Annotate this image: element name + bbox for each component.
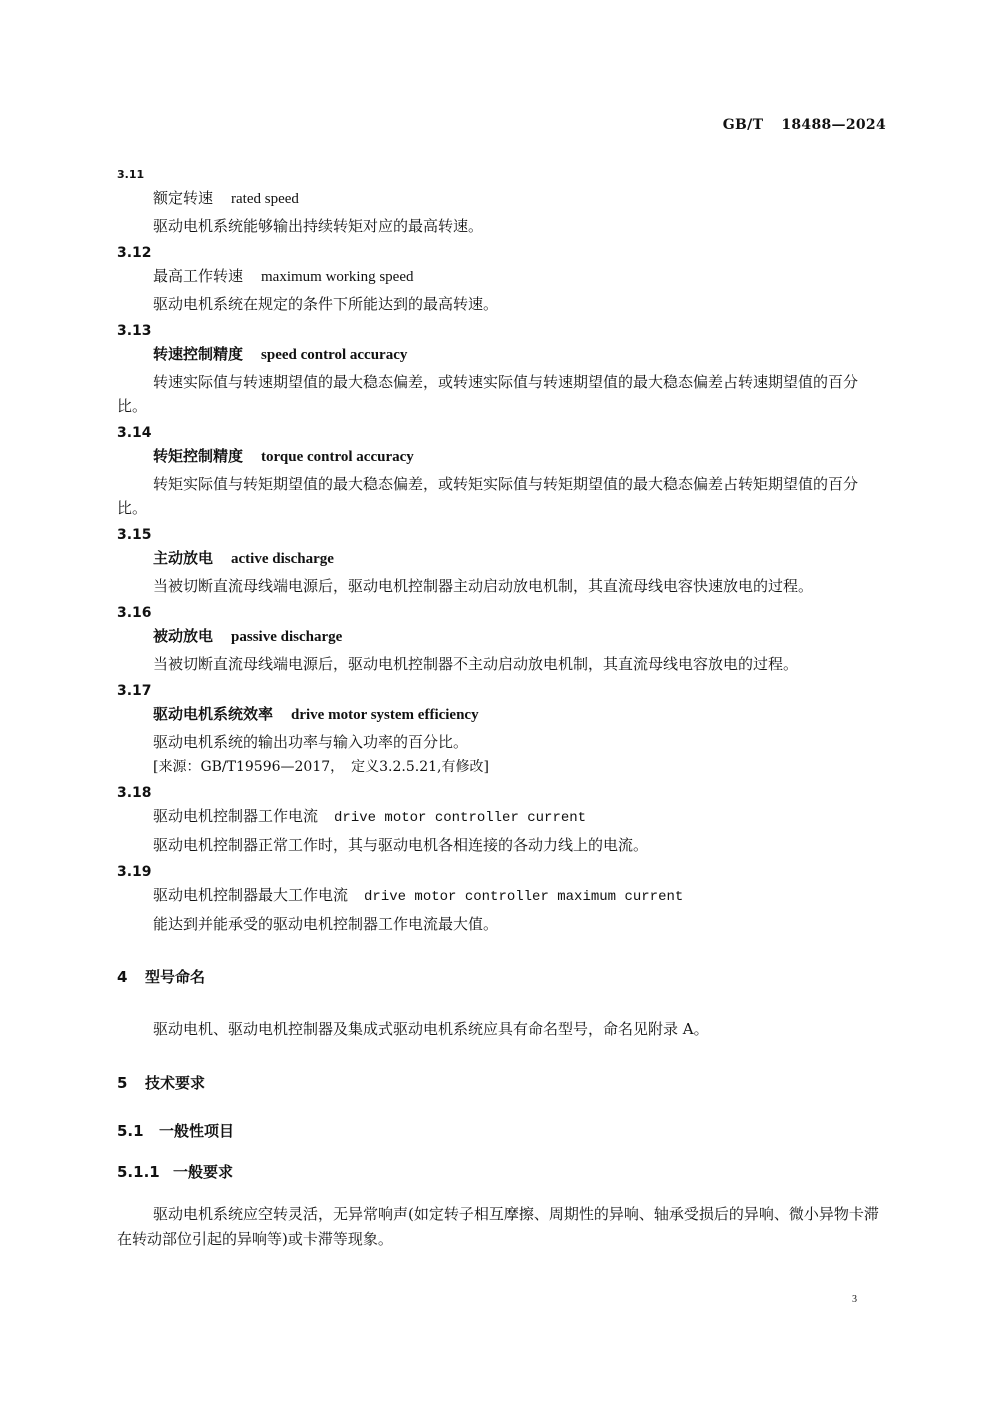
term-definition: 驱动电机控制器正常工作时，其与驱动电机各相连接的各动力线上的电流。 (153, 836, 649, 854)
term-heading (117, 343, 883, 366)
term-definition: 转速实际值与转速期望值的最大稳态偏差，或转速实际值与转速期望值的最大稳态偏差占转速期望值的百分比。 (117, 373, 859, 415)
term-en: active discharge (231, 551, 334, 567)
term-en: rated speed (231, 191, 299, 207)
section-number: 5 (117, 1074, 128, 1092)
term-number: 3.15 (117, 527, 152, 543)
term-heading (117, 445, 883, 468)
section-paragraph: 驱动电机系统应空转灵活，无异常响声(如定转子相互摩擦、周期性的异响、轴承受损后的异响、微小异物卡滞在转动部位引起的异响等)或卡滞等现象。 (117, 1205, 879, 1248)
subsection-heading (117, 1120, 883, 1141)
term-number: 3.14 (117, 425, 152, 441)
term-en: drive motor system efficiency (291, 707, 479, 723)
page-number: 3 (852, 1294, 857, 1305)
section-heading (117, 1072, 883, 1093)
term-definition: 当被切断直流母线端电源后，驱动电机控制器主动启动放电机制，其直流母线电容快速放电的过程。 (153, 577, 814, 595)
term-heading (117, 625, 883, 648)
standard-code: GB/T (722, 117, 764, 133)
term-en: passive discharge (231, 629, 343, 645)
section-number: 4 (117, 968, 128, 986)
term-number: 3.16 (117, 605, 152, 621)
term-en: maximum working speed (261, 269, 414, 285)
term-zh: 驱动电机系统效率 (153, 705, 274, 723)
term-en: speed control accuracy (261, 347, 408, 363)
section-title: 技术要求 (145, 1074, 206, 1092)
standard-header (723, 117, 886, 133)
term-heading (117, 547, 883, 570)
subsubsection-heading (117, 1161, 883, 1182)
section-title: 型号命名 (145, 968, 206, 986)
term-zh: 主动放电 (153, 549, 214, 567)
section-paragraph: 驱动电机、驱动电机控制器及集成式驱动电机系统应具有命名型号，命名见附录 A。 (153, 1020, 709, 1038)
term-definition: 能达到并能承受的驱动电机控制器工作电流最大值。 (153, 915, 499, 933)
term-number: 3.17 (117, 683, 152, 699)
subsection-title: 一般性项目 (159, 1122, 235, 1140)
subsection-number: 5.1 (117, 1122, 144, 1140)
section-heading (117, 966, 883, 987)
term-zh: 额定转速 (153, 189, 214, 207)
subsubsection-number: 5.1.1 (117, 1163, 160, 1181)
term-heading (117, 703, 883, 726)
term-definition: 当被切断直流母线端电源后，驱动电机控制器不主动启动放电机制，其直流母线电容放电的过程。 (153, 655, 799, 673)
term-zh: 转矩控制精度 (153, 447, 244, 465)
term-en: torque control accuracy (261, 449, 414, 465)
term-definition: 转矩实际值与转矩期望值的最大稳态偏差，或转矩实际值与转矩期望值的最大稳态偏差占转矩期望值的百分比。 (117, 475, 859, 517)
term-heading (117, 884, 883, 908)
term-en: drive motor controller current (334, 810, 587, 826)
subsubsection-title: 一般要求 (173, 1163, 234, 1181)
term-number: 3.18 (117, 785, 152, 801)
term-zh: 最高工作转速 (153, 267, 244, 285)
term-zh: 驱动电机控制器工作电流 (153, 807, 319, 825)
term-number: 3.19 (117, 864, 152, 880)
term-definition: 驱动电机系统在规定的条件下所能达到的最高转速。 (153, 295, 499, 313)
term-number: 3.13 (117, 323, 152, 339)
term-heading (117, 805, 883, 829)
term-en: drive motor controller maximum current (364, 889, 684, 905)
term-zh: 转速控制精度 (153, 345, 244, 363)
term-definition: 驱动电机系统能够输出持续转矩对应的最高转速。 (153, 217, 484, 235)
term-number: 3.12 (117, 245, 152, 261)
term-heading (117, 187, 883, 210)
term-number: 3.11 (117, 168, 145, 181)
term-source: [来源：GB/T19596—2017， 定义3.2.5.21,有修改] (153, 759, 489, 775)
term-zh: 驱动电机控制器最大工作电流 (153, 886, 349, 904)
term-heading (117, 265, 883, 288)
page-content (117, 165, 883, 1252)
term-definition: 驱动电机系统的输出功率与输入功率的百分比。 (153, 733, 469, 751)
standard-number: 18488—2024 (781, 117, 886, 133)
term-zh: 被动放电 (153, 627, 214, 645)
